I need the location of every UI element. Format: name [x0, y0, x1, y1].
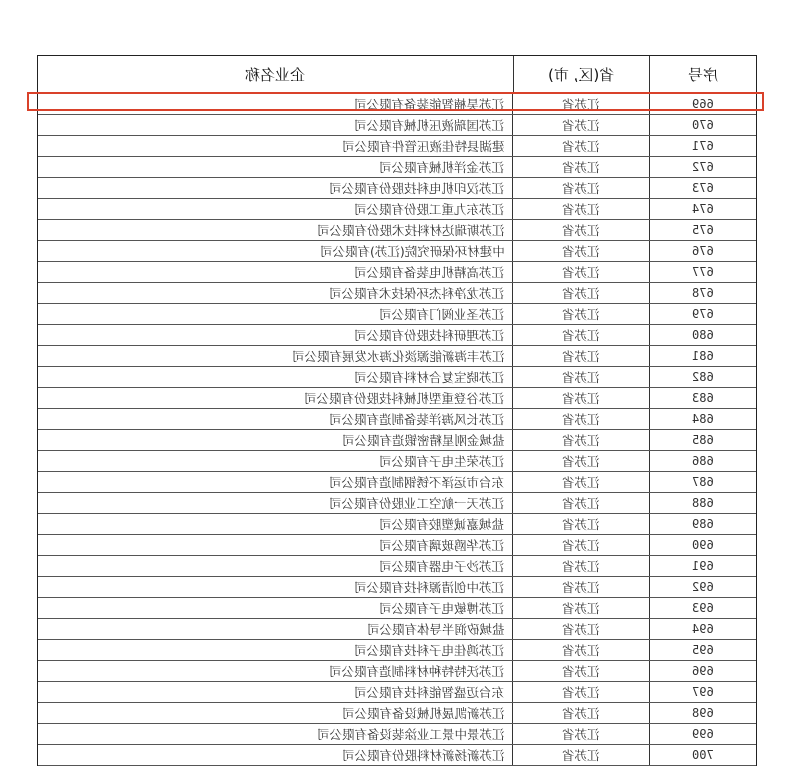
province-cell: 江苏省	[513, 136, 650, 156]
serial-number-cell: 682	[692, 370, 714, 384]
company-name-cell: 盐城嘉诚塑胶有限公司	[38, 514, 513, 534]
province-cell: 江苏省	[513, 178, 650, 198]
serial-number-cell: 691	[692, 559, 714, 573]
table-row	[38, 199, 756, 220]
province-cell: 江苏省	[513, 115, 650, 135]
table-row	[38, 325, 756, 346]
serial-number-cell: 680	[692, 328, 714, 342]
serial-number-cell: 695	[692, 643, 714, 657]
table-row	[38, 472, 756, 493]
company-name-cell: 江苏斯瑞达材料技术股份有限公司	[38, 220, 513, 240]
province-cell: 江苏省	[513, 619, 650, 639]
table-row	[38, 640, 756, 661]
company-name-cell: 江苏丰海新能源淡化海水发展有限公司	[38, 346, 513, 366]
table-row	[38, 388, 756, 409]
serial-number-cell: 689	[692, 517, 714, 531]
serial-number-cell: 683	[692, 391, 714, 405]
serial-number-cell: 669	[692, 97, 714, 111]
table-row	[38, 682, 756, 703]
company-name-cell: 盐城金刚星精密锻造有限公司	[38, 430, 513, 450]
serial-number-cell: 672	[692, 160, 714, 174]
table-row	[38, 535, 756, 556]
company-name-cell: 江苏龙净科杰环保技术有限公司	[38, 283, 513, 303]
table-row	[38, 136, 756, 157]
province-cell: 江苏省	[513, 157, 650, 177]
province-cell: 江苏省	[513, 661, 650, 681]
table-row	[38, 577, 756, 598]
company-name-cell: 江苏东九重工股份有限公司	[38, 199, 513, 219]
table-body	[38, 94, 756, 766]
company-name-cell: 江苏金洋机械有限公司	[38, 157, 513, 177]
serial-number-cell: 679	[692, 307, 714, 321]
serial-number-cell: 686	[692, 454, 714, 468]
table-row	[38, 556, 756, 577]
serial-number-cell: 678	[692, 286, 714, 300]
serial-number-cell: 699	[692, 727, 714, 741]
province-cell: 江苏省	[513, 451, 650, 471]
province-cell: 江苏省	[513, 640, 650, 660]
company-name-cell: 江苏汉印机电科技股份有限公司	[38, 178, 513, 198]
table-row	[38, 724, 756, 745]
serial-number-cell: 677	[692, 265, 714, 279]
table-row	[38, 220, 756, 241]
company-name-cell: 江苏昊楠智能装备有限公司	[38, 94, 513, 114]
serial-number-cell: 697	[692, 685, 714, 699]
company-name-cell: 中建材环保研究院(江苏)有限公司	[38, 241, 513, 261]
table-row	[38, 262, 756, 283]
serial-number-cell: 693	[692, 601, 714, 615]
company-name-cell: 江苏沙子电器有限公司	[38, 556, 513, 576]
table-row	[38, 745, 756, 766]
table-row	[38, 409, 756, 430]
company-name-cell: 东台迈盛智能科技有限公司	[38, 682, 513, 702]
province-cell: 江苏省	[513, 745, 650, 765]
table-row	[38, 367, 756, 388]
company-name-cell: 江苏晓宝复合材料有限公司	[38, 367, 513, 387]
header-province: 省(区, 市)	[514, 56, 651, 93]
company-name-cell: 江苏景中景工业涂装设备有限公司	[38, 724, 513, 744]
province-cell: 江苏省	[513, 598, 650, 618]
company-name-cell: 东台市运泽不锈钢制造有限公司	[38, 472, 513, 492]
serial-number-cell: 692	[692, 580, 714, 594]
province-cell: 江苏省	[513, 388, 650, 408]
header-serial-number: 序号	[688, 66, 719, 84]
company-name-cell: 江苏沃特特种材料制造有限公司	[38, 661, 513, 681]
province-cell: 江苏省	[513, 514, 650, 534]
province-cell: 江苏省	[513, 283, 650, 303]
province-cell: 江苏省	[513, 325, 650, 345]
company-name-cell: 江苏新凯晟机械设备有限公司	[38, 703, 513, 723]
province-cell: 江苏省	[513, 493, 650, 513]
table-row	[38, 178, 756, 199]
province-cell: 江苏省	[513, 472, 650, 492]
table-row	[38, 703, 756, 724]
serial-number-cell: 685	[692, 433, 714, 447]
serial-number-cell: 688	[692, 496, 714, 510]
company-name-cell: 江苏长风海洋装备制造有限公司	[38, 409, 513, 429]
company-name-cell: 江苏高精机电装备有限公司	[38, 262, 513, 282]
province-cell: 江苏省	[513, 577, 650, 597]
province-cell: 江苏省	[513, 409, 650, 429]
serial-number-cell: 674	[692, 202, 714, 216]
company-name-cell: 江苏圣业阀门有限公司	[38, 304, 513, 324]
serial-number-cell: 690	[692, 538, 714, 552]
company-name-cell: 江苏谷登重型机械科技股份有限公司	[38, 388, 513, 408]
serial-number-cell: 698	[692, 706, 714, 720]
table-row	[38, 598, 756, 619]
province-cell: 江苏省	[513, 724, 650, 744]
table-header	[38, 56, 756, 94]
province-cell: 江苏省	[513, 304, 650, 324]
province-cell: 江苏省	[513, 220, 650, 240]
serial-number-cell: 687	[692, 475, 714, 489]
company-name-cell: 江苏天一航空工业股份有限公司	[38, 493, 513, 513]
province-cell: 江苏省	[513, 703, 650, 723]
company-name-cell: 江苏博敏电子有限公司	[38, 598, 513, 618]
table-row	[38, 514, 756, 535]
company-name-cell: 建湖县特佳液压管件有限公司	[38, 136, 513, 156]
company-name-cell: 盐城矽润半导体有限公司	[38, 619, 513, 639]
serial-number-cell: 675	[692, 223, 714, 237]
serial-number-cell: 671	[692, 139, 714, 153]
serial-number-cell: 681	[692, 349, 714, 363]
table-row	[38, 451, 756, 472]
table-row	[38, 115, 756, 136]
table-row	[38, 493, 756, 514]
province-cell: 江苏省	[513, 556, 650, 576]
province-cell: 江苏省	[513, 682, 650, 702]
province-cell: 江苏省	[513, 346, 650, 366]
province-cell: 江苏省	[513, 430, 650, 450]
serial-number-cell: 700	[692, 748, 714, 762]
serial-number-cell: 673	[692, 181, 714, 195]
serial-number-cell: 694	[692, 622, 714, 636]
province-cell: 江苏省	[513, 241, 650, 261]
header-company-name: 企业名称	[38, 56, 514, 93]
company-name-cell: 江苏国瑞液压机械有限公司	[38, 115, 513, 135]
province-cell: 江苏省	[513, 199, 650, 219]
table-row	[38, 430, 756, 451]
serial-number-cell: 670	[692, 118, 714, 132]
company-name-cell: 江苏理研科技股份有限公司	[38, 325, 513, 345]
table-row	[38, 661, 756, 682]
province-cell: 江苏省	[513, 535, 650, 555]
company-name-cell: 江苏荣生电子有限公司	[38, 451, 513, 471]
table-row	[38, 94, 756, 115]
table-row	[38, 157, 756, 178]
table-row	[38, 283, 756, 304]
table-row	[38, 619, 756, 640]
province-cell: 江苏省	[513, 262, 650, 282]
serial-number-cell: 696	[692, 664, 714, 678]
company-name-cell: 江苏新扬新材料股份有限公司	[38, 745, 513, 765]
company-name-cell: 江苏中创清源科技有限公司	[38, 577, 513, 597]
serial-number-cell: 684	[692, 412, 714, 426]
province-cell: 江苏省	[513, 94, 650, 114]
table-row	[38, 304, 756, 325]
table-row	[38, 346, 756, 367]
enterprise-table	[37, 55, 757, 766]
company-name-cell: 江苏华鸥玻璃有限公司	[38, 535, 513, 555]
serial-number-cell: 676	[692, 244, 714, 258]
province-cell: 江苏省	[513, 367, 650, 387]
company-name-cell: 江苏鸿佳电子科技有限公司	[38, 640, 513, 660]
table-row	[38, 241, 756, 262]
